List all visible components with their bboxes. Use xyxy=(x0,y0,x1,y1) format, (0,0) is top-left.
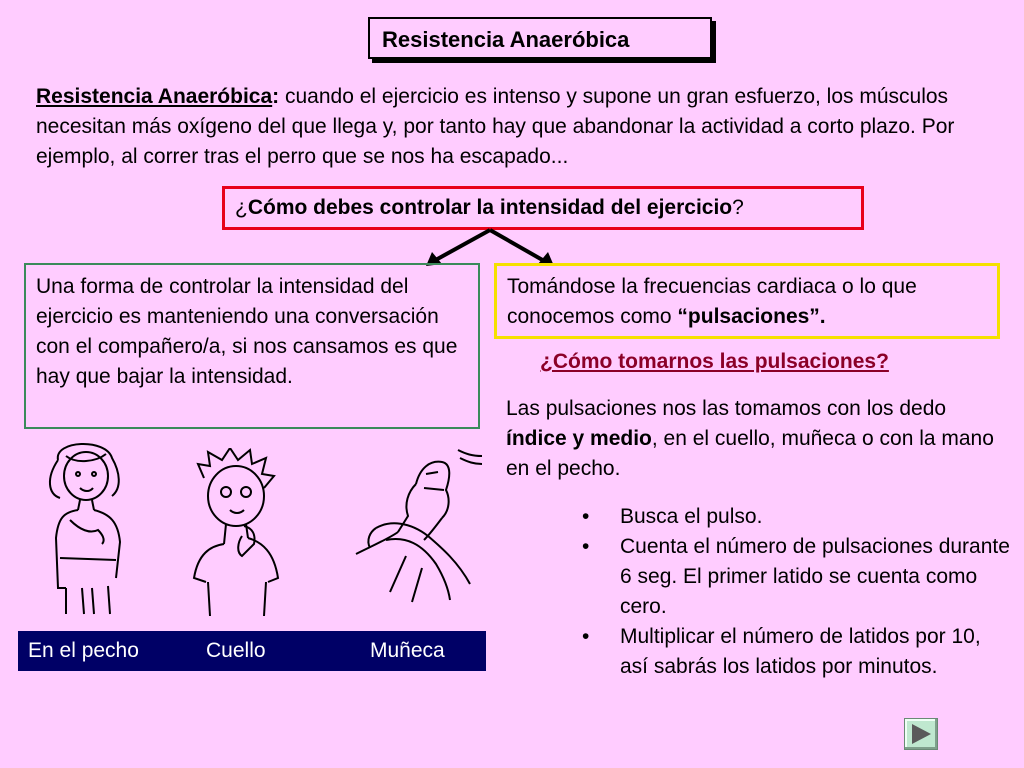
list-item: • Busca el pulso. xyxy=(582,502,1012,532)
conversation-method-text: Una forma de controlar la intensidad del ejercicio es manteniendo una conversación con el compañero/a, si nos cansamos es que hay que bajar la intensidad. xyxy=(36,275,458,388)
girl-chest-illustration xyxy=(36,438,136,618)
heart-rate-method-box xyxy=(494,263,1000,339)
pulse-text-a: Las pulsaciones nos las tomamos con los dedo xyxy=(506,397,947,420)
bullet-icon: • xyxy=(582,505,590,528)
label-neck: Cuello xyxy=(206,639,266,662)
pulse-fingers: índice y medio xyxy=(506,427,652,450)
pulse-instructions xyxy=(506,394,1006,484)
list-item: • Multiplicar el número de latidos por 10, así sabrás los latidos por minutos. xyxy=(582,622,1012,682)
bullet-icon: • xyxy=(582,535,590,558)
heart-rate-text: Tomándose la frecuencias cardiaca o lo que conocemos como xyxy=(507,275,917,328)
intro-term: Resistencia Anaeróbica xyxy=(36,85,273,108)
intro-text: cuando el ejercicio es intenso y supone un gran esfuerzo, los músculos necesitan más oxígeno del que llega y, por tanto hay que abandonar la actividad a corto plazo. Por ejemplo, al correr tras el perro que se nos ha escapado... xyxy=(36,85,955,168)
pulse-text-b: , en el cuello, muñeca o con la mano en el pecho. xyxy=(506,427,994,480)
question-prefix: ¿ xyxy=(235,196,248,219)
list-item: • Cuenta el número de pulsaciones durante 6 seg. El primer latido se cuenta como cero. xyxy=(582,532,1012,622)
play-triangle-icon xyxy=(905,719,937,749)
boy-neck-illustration xyxy=(186,448,286,618)
bullet-icon: • xyxy=(582,625,590,648)
page-title: Resistencia Anaeróbica xyxy=(382,27,630,52)
steps-list xyxy=(582,502,1012,682)
question-text: Cómo debes controlar la intensidad del ejercicio xyxy=(247,196,733,219)
intro-paragraph xyxy=(36,82,1006,172)
next-slide-button[interactable] xyxy=(904,718,938,750)
title-box xyxy=(368,17,712,59)
question-box xyxy=(222,186,864,230)
intro-colon: : xyxy=(272,85,280,108)
pulse-subheading: ¿Cómo tomarnos las pulsaciones? xyxy=(540,350,889,373)
image-labels-bar xyxy=(18,631,486,671)
pulsaciones-term: “pulsaciones”. xyxy=(677,305,826,328)
question-suffix: ? xyxy=(732,196,744,219)
conversation-method-box xyxy=(24,263,480,429)
label-wrist: Muñeca xyxy=(370,639,445,662)
wrist-illustration xyxy=(346,444,486,604)
label-chest: En el pecho xyxy=(28,639,139,662)
